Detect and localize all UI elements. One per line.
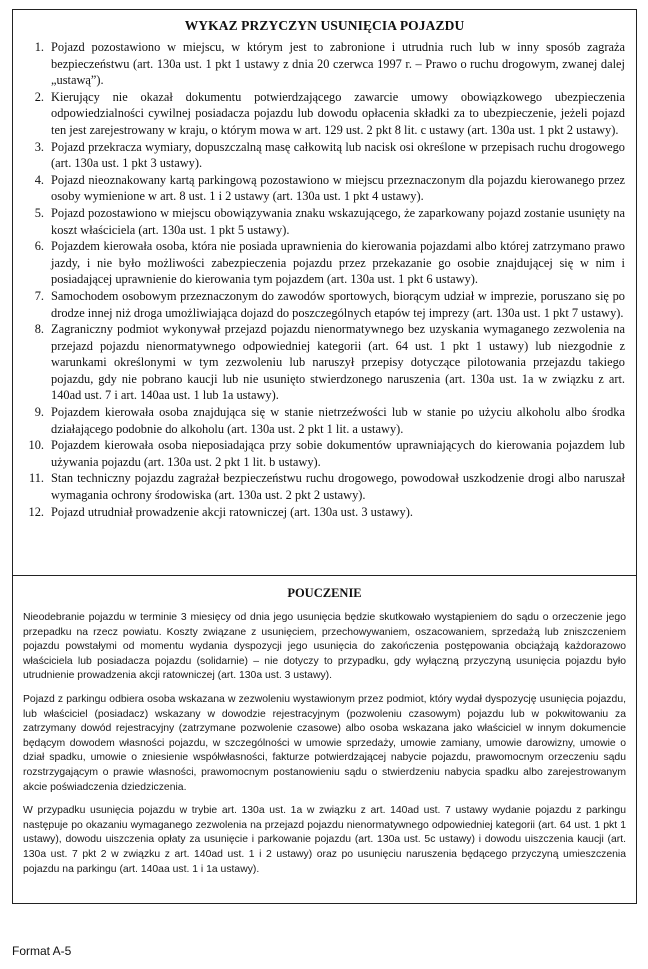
reason-item bbox=[22, 288, 625, 321]
reason-item bbox=[22, 238, 625, 288]
reason-text: Pojazdem kierowała osoba nieposiadająca przy sobie dokumentów uprawniających do kierowania pojazdem lub używania pojazdu (art. 130a ust. 2 pkt 1 lit. b ustawy). bbox=[51, 438, 625, 469]
reason-number: 10. bbox=[28, 438, 44, 453]
reason-item bbox=[22, 172, 625, 205]
reason-text: Pojazdem kierowała osoba znajdująca się w stanie nietrzeźwości lub w stanie po użyciu alkoholu albo środka działającego podobnie do alkoholu (art. 130a ust. 2 pkt 1 lit. a ustawy). bbox=[51, 405, 625, 436]
reasons-section bbox=[13, 10, 636, 576]
notice-title: POUCZENIE bbox=[287, 586, 362, 600]
reason-number: 1. bbox=[34, 40, 44, 54]
reason-text: Samochodem osobowym przeznaczonym do zawodów sportowych, biorącym udział w imprezie, poruszano się po drodze innej niż droga umożliwiająca dojazd do poszczególnych etapów tej imprezy (art. 130a ust. 1 pkt 7 ustawy). bbox=[51, 288, 625, 320]
reason-item bbox=[22, 321, 625, 404]
notice-paragraph: W przypadku usunięcia pojazdu w trybie art. 130a ust. 1a w związku z art. 140ad ust. 7 ustawy wydanie pojazdu z parkingu następuje po okazaniu wymaganego zezwolenia na przejazd pojazdu nienormatywnego odpowiedniej kategorii (art. 64 ust. 1 pkt 1 ustawy), dowodu uiszczenia opłaty za usunięcie i parkowanie pojazdu (art. 130a ust. 5c ustawy) i dowodu uiszczenia kaucji (art. 130a ust. 7 pkt 2 w związku z art. 140ad ust. 1 i 2 ustawy) oraz po usunięciu naruszenia będącego przyczyną umieszczenia pojazdu na parkingu (art. 140aa ust. 1 i 1a ustawy). bbox=[23, 805, 626, 875]
reason-item bbox=[22, 39, 625, 89]
format-label: Format A-5 bbox=[12, 944, 72, 958]
reason-number: 9. bbox=[34, 405, 44, 420]
reason-text: Pojazd utrudniał prowadzenie akcji ratowniczej (art. 130a ust. 3 ustawy). bbox=[51, 504, 413, 519]
notice-paragraph: Nieodebranie pojazdu w terminie 3 miesięcy od dnia jego usunięcia będzie skutkowało wystąpieniem do sądu o orzeczenie jego przepadku na rzecz powiatu. Koszty związane z usunięciem, przechowywaniem, oszacowaniem, sprzedażą lub zniszczeniem pojazdu powstałymi od momentu wydania dyspozycji jego usunięcia do zakończenia postępowania obciążają każdorazowo właściciela lub posiadacza pojazdu (solidarnie) – nie dotyczy to przypadku, gdy wyłączną przyczyną usunięcia pojazdu było utrudnienie prowadzenia akcji ratowniczej (art. 130a ust. 3 ustawy). bbox=[23, 612, 626, 682]
reason-number: 7. bbox=[34, 288, 44, 303]
reason-text: Pojazdem kierowała osoba, która nie posiada uprawnienia do kierowania pojazdami albo której zatrzymano prawo jazdy, i nie było możliwości zabezpieczenia pojazdu przez przekazanie go osobie znajdującej się w nim i posiadającej uprawnienie do kierowania tym pojazdem (art. 130a ust. 1 pkt 6 ustawy). bbox=[51, 239, 625, 287]
reason-text: Pojazd przekracza wymiary, dopuszczalną masę całkowitą lub nacisk osi określone w przepisach ruchu drogowego (art. 130a ust. 1 pkt 3 ustawy). bbox=[51, 139, 625, 171]
reason-item bbox=[22, 437, 625, 470]
reason-text: Pojazd pozostawiono w miejscu, w którym jest to zabronione i utrudnia ruch lub w inny sposób zagraża bezpieczeństwu (art. 130a ust. 1 pkt 1 ustawy z dnia 20 czerwca 1997 r. – Prawo o ruchu drogowym, zwanej dalej „ustawą”). bbox=[51, 40, 625, 88]
reason-text: Pojazd pozostawiono w miejscu obowiązywania znaku wskazującego, że zaparkowany pojazd zostanie usunięty na koszt właściciela (art. 130a ust. 1 pkt 5 ustawy). bbox=[51, 205, 625, 237]
reason-text: Kierujący nie okazał dokumentu potwierdzającego zawarcie umowy obowiązkowego ubezpieczenia odpowiedzialności cywilnej posiadacza pojazdu lub dowodu opłacenia składki za to ubezpieczenie, jeżeli pojazd ten jest zarejestrowany w kraju, o którym mowa w art. 129 ust. 2 pkt 8 lit. c ustawy (art. 130a ust. 1 pkt 2 ustawy). bbox=[51, 89, 625, 137]
reason-number: 11. bbox=[28, 471, 44, 486]
reason-item bbox=[22, 139, 625, 172]
page-title: WYKAZ PRZYCZYN USUNIĘCIA POJAZDU bbox=[184, 18, 465, 33]
reason-number: 2. bbox=[34, 89, 44, 104]
reason-item bbox=[22, 504, 625, 521]
reason-text: Stan techniczny pojazdu zagrażał bezpieczeństwu ruchu drogowego, powodował uszkodzenie drogi albo naruszał wymagania ochrony środowiska (art. 130a ust. 2 pkt 2 ustawy). bbox=[51, 471, 625, 503]
reason-number: 4. bbox=[34, 172, 44, 187]
reason-text: Zagraniczny podmiot wykonywał przejazd pojazdu nienormatywnego bez uzyskania wymaganego zezwolenia na przejazd pojazdu nienormatywnego odpowiedniej kategorii (art. 64 ust. 1 pkt 1 ustawy) lub niezgodnie z warunkami określonymi w tym zezwoleniu lub naruszył przepisy dotyczące pilotowania przejazdu takiego pojazdu, gdy nie pobrano kaucji lub nie usunięto stwierdzonego naruszenia (art. 130a ust. 1a w związku z art. 140ad ust. 7 i art. 140aa ust. 1 lub 1a ustawy). bbox=[51, 322, 625, 403]
reason-number: 12. bbox=[28, 504, 44, 519]
reasons-list bbox=[22, 39, 625, 520]
reason-item bbox=[22, 89, 625, 139]
notice-paragraphs bbox=[23, 611, 626, 886]
reason-text: Pojazd nieoznakowany kartą parkingową pozostawiono w miejscu przeznaczonym dla pojazdu kierowanego przez osoby wymienione w art. 8 ust. 1 i 2 ustawy (art. 130a ust. 1 pkt 4 ustawy). bbox=[51, 172, 625, 204]
reason-item bbox=[22, 404, 625, 437]
notice-paragraph: Pojazd z parkingu odbiera osoba wskazana w zezwoleniu wystawionym przez podmiot, który wydał dyspozycję usunięcia pojazdu, lub właściciel (posiadacz) wskazany w dowodzie rejestracyjnym (pozwoleniu czasowym) pojazdu lub w pokwitowaniu za zatrzymany dowód rejestracyjny (zatrzymane pozwolenie czasowe) albo osoba wskazana jako właściciel w innym dokumencie będącym dowodem własności pojazdu, w szczególności w umowie sprzedaży, umowie zamiany, umowie darowizny, umowie o dział spadku, umowie o zniesienie współwłasności, fakturze potwierdzającej nabycie pojazdu, prawomocnym orzeczeniu sądu rozstrzygającym o prawie własności, prawomocnym postanowieniu sądu o stwierdzeniu nabycia spadku albo zarejestrowanym akcie poświadczenia dziedziczenia. bbox=[23, 693, 626, 793]
reason-number: 6. bbox=[34, 239, 44, 254]
reason-number: 5. bbox=[34, 205, 44, 220]
reason-item bbox=[22, 470, 625, 503]
form-frame bbox=[12, 9, 637, 904]
reason-number: 8. bbox=[34, 322, 44, 337]
reason-item bbox=[22, 205, 625, 238]
reason-number: 3. bbox=[34, 139, 44, 154]
